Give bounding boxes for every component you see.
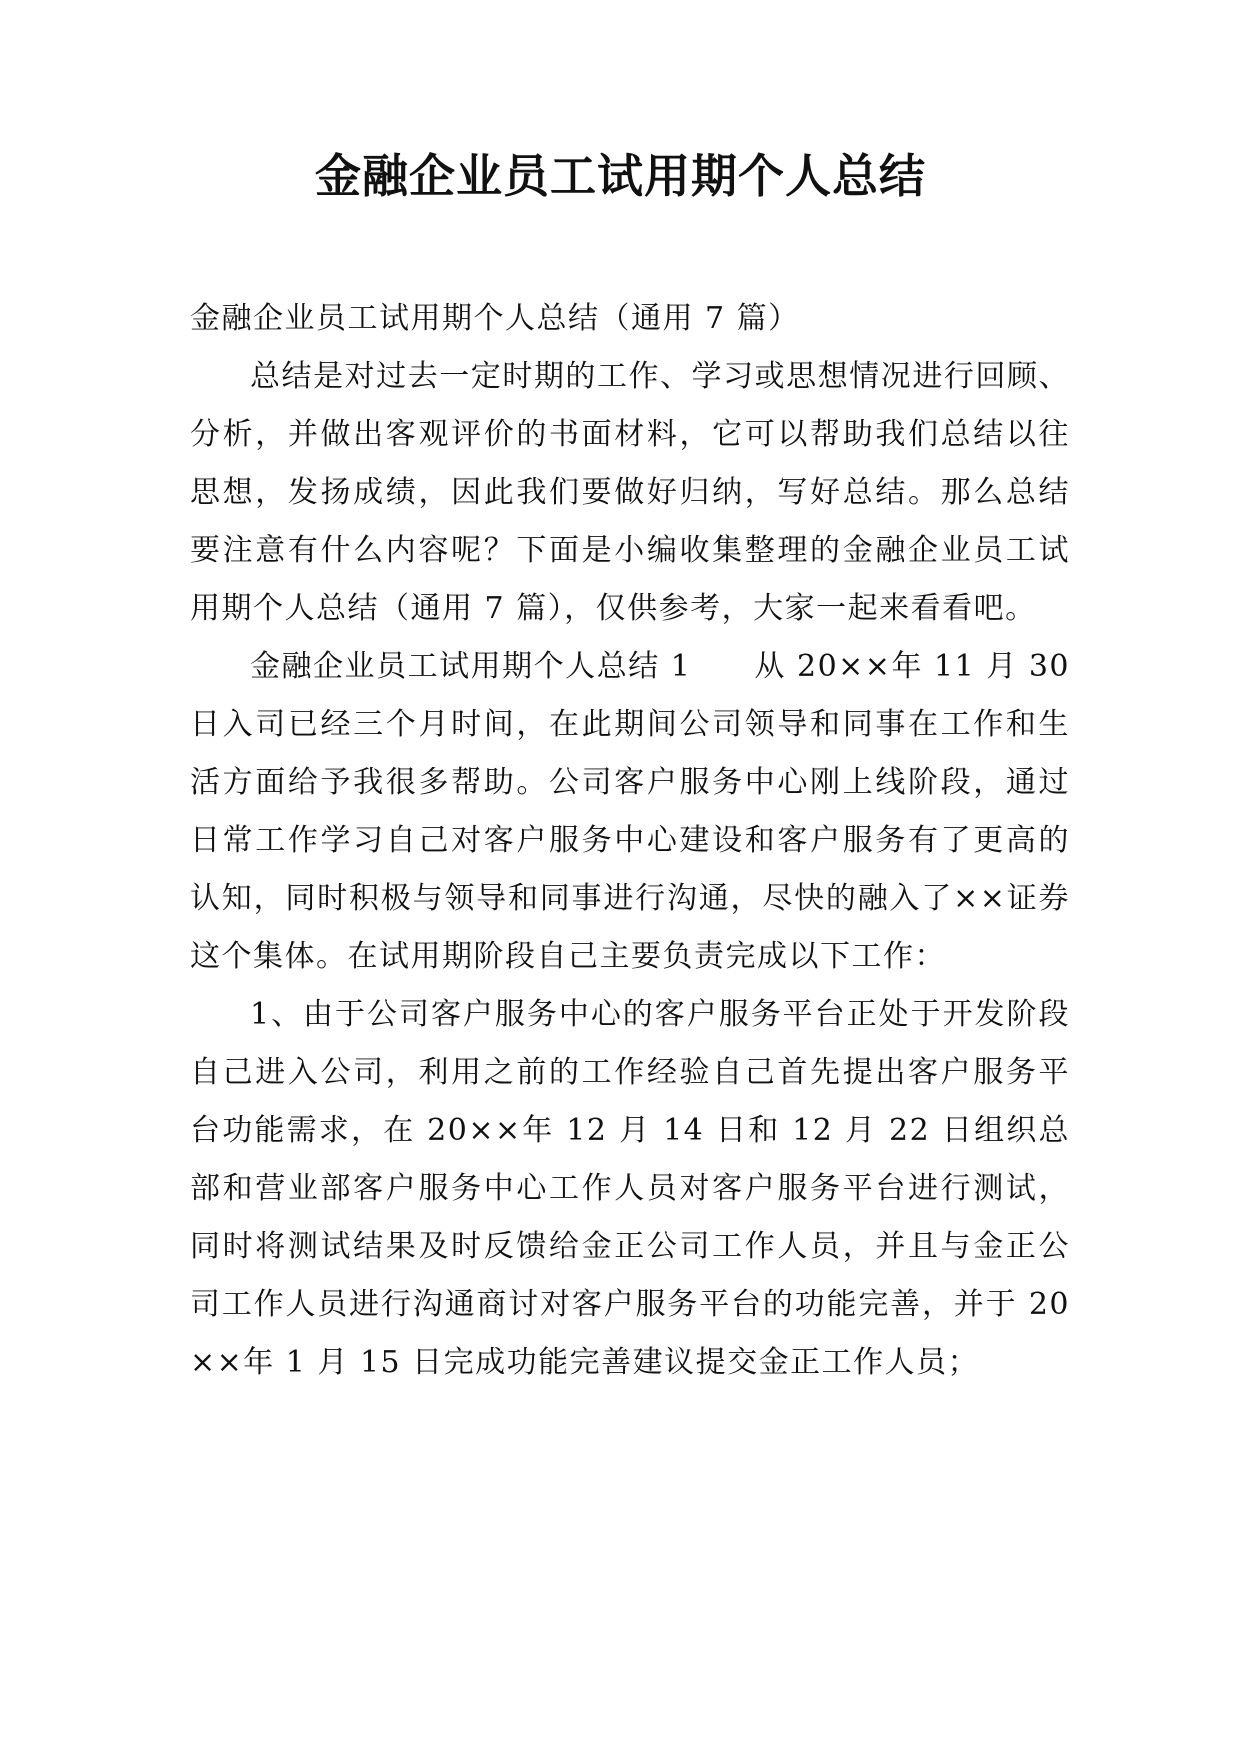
paragraph-item-1: 1、由于公司客户服务中心的客户服务平台正处于开发阶段自己进入公司，利用之前的工作经验自己首先提出客户服务平台功能需求，在 20××年 12 月 14 日和 12 月 22 日组织总部和营业部客户服务中心工作人员对客户服务平台进行测试，同时将测试结果及时反馈给金正公司工作人员，并且与金正公司工作人员进行沟通商讨对客户服务平台的功能完善，并于 20××年 1 月 15 日完成功能完善建议提交金正工作人员； xyxy=(190,997,1070,1380)
paragraph-summary-1: 金融企业员工试用期个人总结 1 从 20××年 11 月 30 日入司已经三个月时间，在此期间公司领导和同事在工作和生活方面给予我很多帮助。公司客户服务中心刚上线阶段，通过日常工作学习自己对客户服务中心建设和客户服务有了更高的认知，同时积极与领导和同事进行沟通，尽快的融入了××证券这个集体。在试用期阶段自己主要负责完成以下工作： xyxy=(190,649,1070,974)
document-subtitle: 金融企业员工试用期个人总结（通用 7 篇） xyxy=(190,301,800,336)
document-body xyxy=(190,290,1070,1392)
paragraph-intro: 总结是对过去一定时期的工作、学习或思想情况进行回顾、分析，并做出客观评价的书面材料，它可以帮助我们总结以往思想，发扬成绩，因此我们要做好归纳，写好总结。那么总结要注意有什么内容呢？下面是小编收集整理的金融企业员工试用期个人总结（通用 7 篇），仅供参考，大家一起来看看吧。 xyxy=(190,359,1070,626)
document-title: 金融企业员工试用期个人总结 xyxy=(315,149,926,203)
